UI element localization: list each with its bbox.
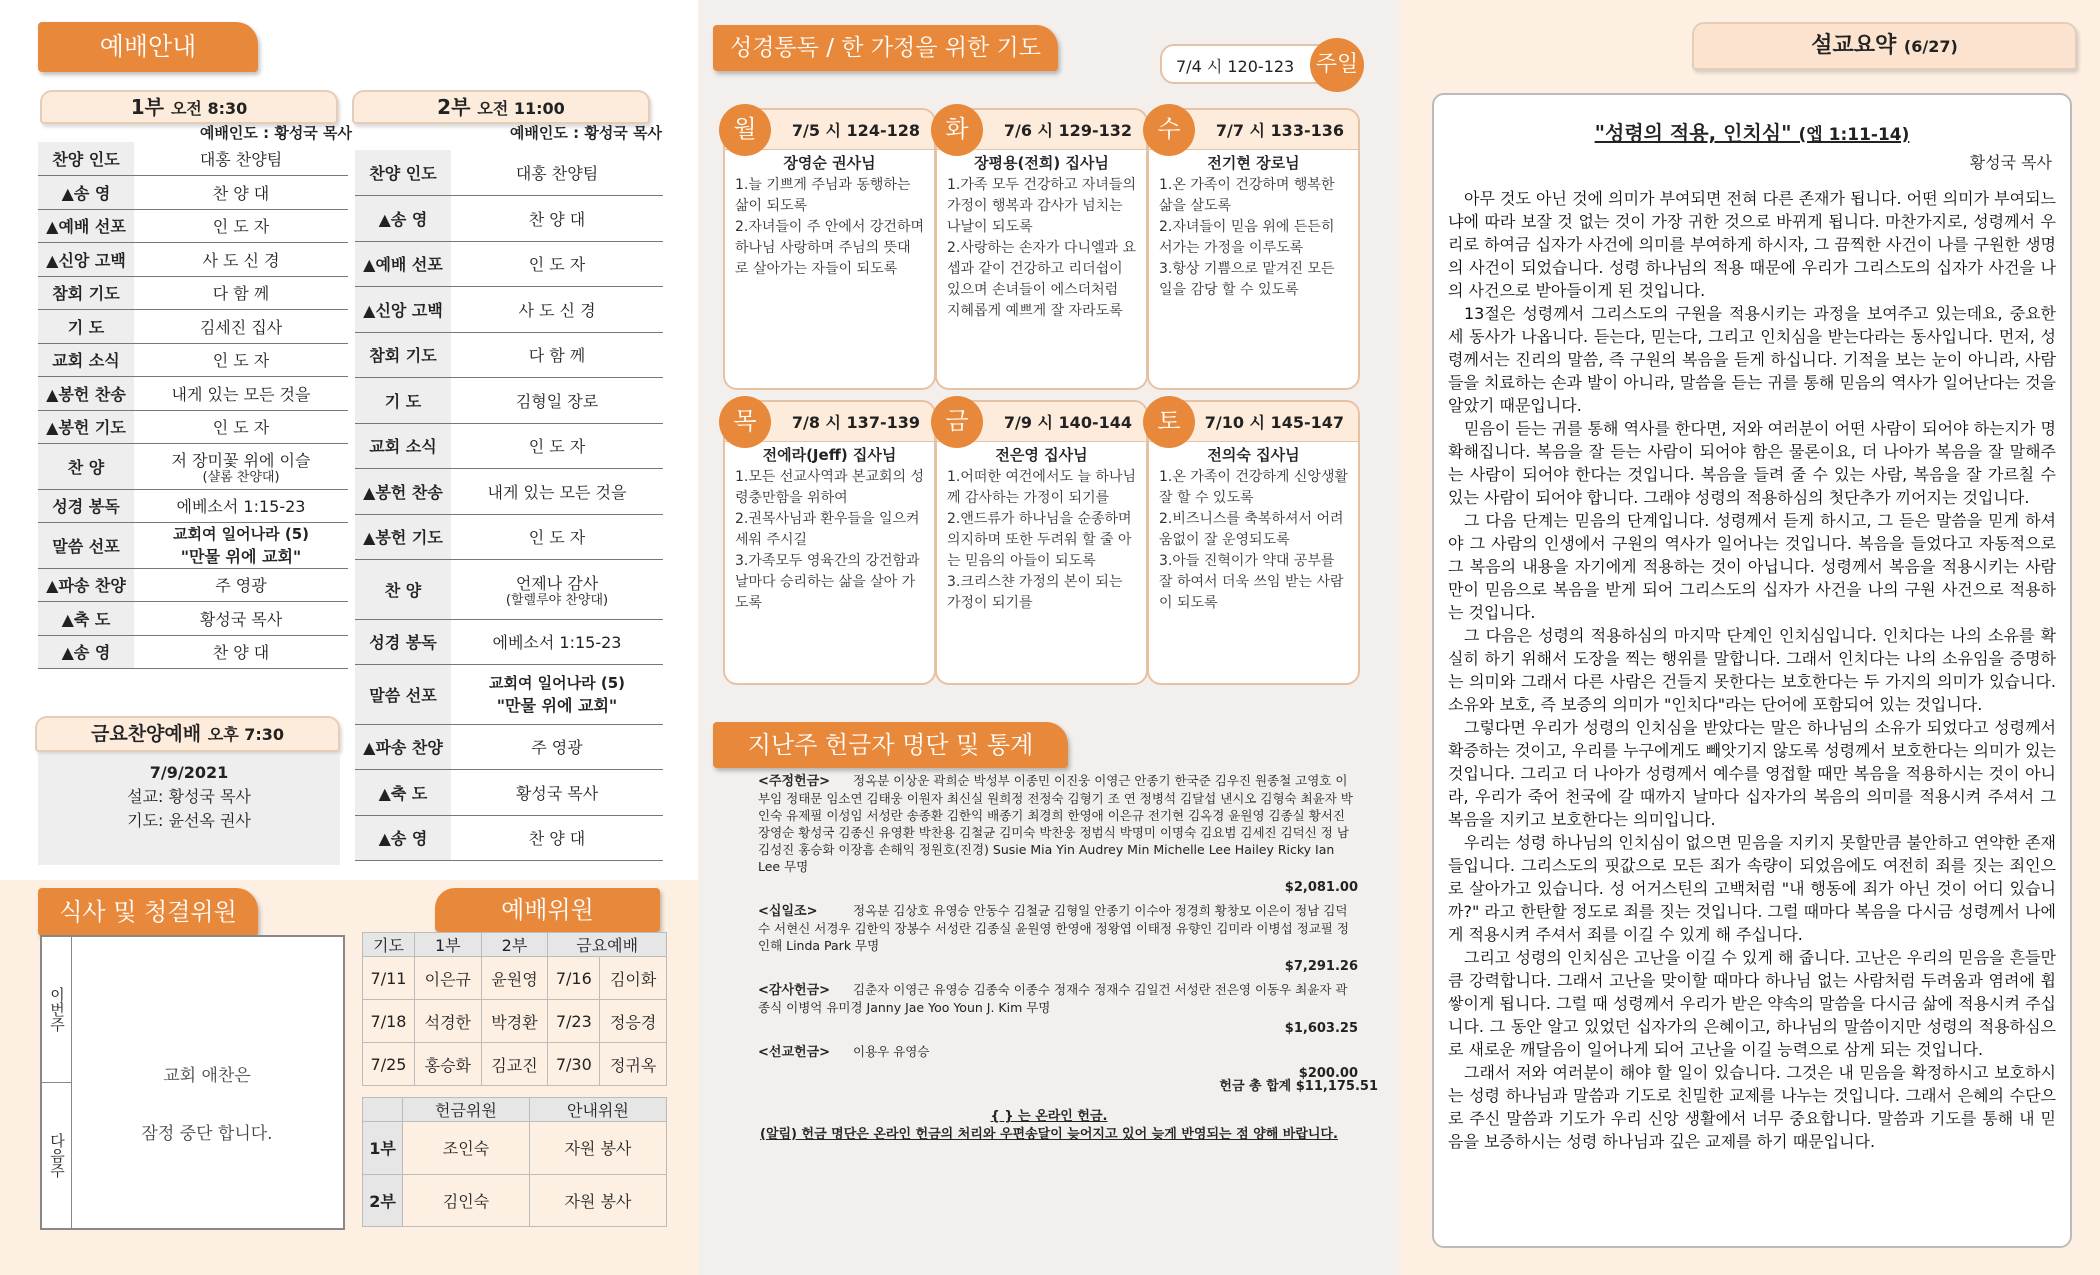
day-circle: 토: [1143, 396, 1195, 448]
sermon-summary-date: (6/27): [1903, 37, 1958, 56]
order-hymn: 저 장미꽃 위에 이슬: [171, 450, 311, 470]
prayer-text: 1.늘 기쁘게 주님과 동행하는 삶이 되도록 2.자녀들이 주 안에서 강건하며 하나님 사랑하며 주님의 뜻대로 살아가는 자들이 되도록: [735, 177, 924, 277]
day-reading: 7/7 시 133-136: [1149, 110, 1358, 150]
order-row: [355, 332, 663, 378]
order-item-label: 기 도: [355, 378, 451, 424]
order-row: [38, 489, 348, 523]
offering-notice: (알림) 헌금 명단은 온라인 헌금의 처리와 우편송달이 늦어지고 있어 늦게 반영되는 점 양해 바랍니다.: [760, 1127, 1338, 1142]
order-item-value: 찬 양 대: [451, 196, 663, 242]
worship-committee-table: [362, 932, 667, 1086]
order-item-value: [451, 560, 663, 620]
order-item-label: 교회 소식: [355, 423, 451, 469]
order-item-label: ▲축 도: [38, 602, 134, 636]
meal-title: 식사 및 청결위원: [38, 888, 258, 936]
order-row: [38, 209, 348, 243]
committee-header: 기도: [363, 933, 415, 957]
committee-cell: 석경한: [414, 1000, 481, 1043]
committee-row: [363, 1000, 667, 1043]
committee-cell: 홍승화: [414, 1043, 481, 1086]
committee-header: 1부: [414, 933, 481, 957]
sermon-paragraph: 그리고 성령의 인치심은 고난을 이길 수 있게 해 줍니다. 고난은 우리의 믿음을 흔들만큼 강력합니다. 그래서 고난을 맞이할 때마다 하나님 없는 사람처럼 두려움과 염려에 휩쌓이게 됩니다. 그럴 때 성령께서 우리가 받은 약속의 말씀을 다시금 삶에 적용시켜 주십니다. 그 동안 알고 있었던 십자가의 은혜이고, 하나님의 말씀이지만 성령의 적용하심으로 새로운 깨달음이 일어나게 되어 고난을 이길 능력으로 삼게 되는 것입니다.: [1448, 948, 2056, 1059]
order-item-label: ▲봉헌 찬송: [38, 377, 134, 411]
prayer-text: 1.온 가족이 건강하며 행복한 삶을 살도록 2.자녀들이 믿음 위에 든든히 서가는 가정을 이루도록 3.항상 기쁨으로 맡겨진 모든 일을 감당 할 수 있도록: [1159, 177, 1335, 298]
offering-group: [758, 981, 1358, 1037]
offering-committee-table: [362, 1097, 667, 1227]
order-row: [355, 150, 663, 196]
order-item-value: 에베소서 1:15-23: [451, 619, 663, 665]
order-row: [38, 523, 348, 569]
offering-committee-row: [363, 1174, 667, 1227]
sermon-title-line: [1434, 117, 2070, 146]
sermon-paragraph: 그래서 저와 여러분이 해야 할 일이 있습니다. 그것은 내 믿음을 확정하시고 보호하시는 성령 하나님과 말씀과 기도로 친밀한 교제를 나누는 것입니다. 그래서 은혜의 수단으로 주신 말씀과 기도가 우리 신앙 생활에서 너무 중요합니다. 말씀과 기도를 통해 내 믿음을 보증하시는 성령 하나님과 깊은 교제를 하기 때문입니다.: [1448, 1063, 2056, 1151]
committee-row: [363, 1043, 667, 1086]
order-item-label: 참회 기도: [38, 276, 134, 310]
committee-cell: 7/18: [363, 1000, 415, 1043]
sermon-paragraph: 13절은 성령께서 그리스도의 구원을 적용시키는 과정을 보여주고 있는데요, 중요한 세 동사가 나옵니다. 듣는다, 믿는다, 그리고 인치심을 받는다라는 동사입니다. 먼저, 성령께서는 진리의 말씀, 즉 구원의 복음을 듣게 하십니다. 기적을 보는 눈이 아니라, 사람들을 치료하는 손과 발이 아니라, 말씀을 듣는 귀를 통해 믿음의 역사가 일어난다는 것을 알았기 때문입니다.: [1448, 304, 2056, 415]
offering-committee-cell: 자원 봉사: [529, 1174, 666, 1227]
committee-cell: 김교진: [481, 1043, 548, 1086]
order-row: [355, 196, 663, 242]
sermon-title: "성령의 적용, 인치심": [1594, 121, 1792, 145]
committee-cell: 김이화: [600, 957, 667, 1000]
first-service-time: 오전 8:30: [170, 99, 248, 118]
family-name: 장영순 권사님: [783, 154, 876, 172]
offering-committee-row: [363, 1122, 667, 1175]
order-row: [38, 444, 348, 490]
offering-committee-cell: 김인숙: [403, 1174, 530, 1227]
family-name: 장평용(전희) 집사님: [974, 154, 1109, 172]
order-item-label: ▲송 영: [355, 196, 451, 242]
order-item-label: 참회 기도: [355, 332, 451, 378]
order-row: [355, 724, 663, 770]
day-reading: 7/6 시 129-132: [937, 110, 1146, 150]
order-item-label: 교회 소식: [38, 343, 134, 377]
sunday-reading: 7/4 시 120-123: [1160, 44, 1335, 84]
prayer-text: 1.온 가족이 건강하게 신앙생활 잘 할 수 있도록 2.비즈니스를 축복하셔서 어려움없이 잘 운영되도록 3.아들 진혁이가 약대 공부를 잘 하여서 더욱 쓰임 받는 사람이 되도록: [1159, 469, 1348, 611]
committee-row: [363, 957, 667, 1000]
day-reading: 7/10 시 145-147: [1149, 402, 1358, 442]
sermon-paragraph: 아무 것도 아닌 것에 의미가 부여되면 전혀 다른 존재가 됩니다. 어떤 의미가 부여되느냐에 따라 보잘 것 없는 것이 가장 귀한 것으로 바뀌게 됩니다. 마찬가지로, 성령께서 우리로 하여금 십자가 사건에 의미를 부여하게 하시자, 그 끔찍한 사건이 나를 구원한 생명의 사건이 되었습니다. 성령 하나님의 적용 때문에 우리가 그리스도의 십자가 사건을 나의 사건으로 받아들이게 된 것입니다.: [1448, 189, 2056, 300]
day-reading: 7/9 시 140-144: [937, 402, 1146, 442]
meal-box: [40, 935, 345, 1230]
order-row: [355, 241, 663, 287]
order-item-value: 인 도 자: [451, 241, 663, 287]
sermon-summary-title: 설교요약: [1811, 33, 1897, 58]
order-item-label: ▲신앙 고백: [355, 287, 451, 333]
order-item-value: 사 도 신 경: [451, 287, 663, 333]
worship-guide-title: 예배안내: [38, 22, 258, 72]
order-row: [38, 635, 348, 669]
sermon-paragraph: 우리는 성령 하나님의 인치심이 없으면 믿음을 지키지 못할만큼 불안하고 연약한 존재들입니다. 그리스도의 핏값으로 모든 죄가 속량이 되었음에도 여전히 죄를 짓는 죄인으로 살아가고 있습니다. 성 어거스틴의 고백처럼 "내 행동에 죄가 아닌 것이 어디 있습니까?" 라고 한탄할 정도로 죄를 짓는 것입니다. 그럴 때마다 복음을 다시금 성령께서 나에게 적용시켜 주셔서 죄를 이길 수 있게 해 주십니다.: [1448, 833, 2056, 944]
sermon-paragraph: 그 다음은 성령의 적용하심의 마지막 단계인 인치심입니다. 인치다는 나의 소유를 확실히 하기 위해서 도장을 찍는 행위를 말합니다. 그래서 인치다는 나의 소유임을 증명하는 의미와 그래서 다른 사람은 건들지 못한다는 보호한다는 두 가지의 의미가 있습니다. 소유와 보호, 즉 보증의 의미가 "인치다"라는 단어에 포함되어 있는 것입니다.: [1448, 626, 2056, 714]
day-circle: 금: [931, 396, 983, 448]
committee-cell: 7/30: [548, 1043, 600, 1086]
day-circle: 목: [719, 396, 771, 448]
order-row: [355, 378, 663, 424]
offering-committee-cell: 자원 봉사: [529, 1122, 666, 1175]
sermon-box: [1432, 93, 2072, 1248]
order-item-label: ▲파송 찬양: [355, 724, 451, 770]
worship-panel: [0, 0, 698, 1275]
family-name: 전기현 장로님: [1207, 154, 1300, 172]
sermon-paragraph: 그 다음 단계는 믿음의 단계입니다. 성령께서 듣게 하시고, 그 듣은 말씀을 믿게 하셔야 그 사람의 인생에서 구원의 역사가 일어나는 것입니다. 복음을 들었다고 자동적으로 그 복음의 내용을 자기에게 적용하는 것이 아닙니다. 성령께서 복음을 적용시키는 사람만이 믿음으로 복음을 받게 되어 그리스도의 십자가 사건을 나의 구원 사건으로 적용하는 것입니다.: [1448, 511, 2056, 622]
order-item-value: 찬 양 대: [134, 635, 348, 669]
online-note: { } 는 온라인 헌금.: [990, 1109, 1108, 1124]
sermon-series: 교회여 일어나라 (5): [488, 674, 626, 693]
offering-committee-cell: 2부: [363, 1174, 403, 1227]
committee-cell: 정응경: [600, 1000, 667, 1043]
second-service-label: 2부: [437, 95, 471, 119]
order-item-value: 내게 있는 모든 것을: [451, 469, 663, 515]
order-item-value: 대홍 찬양팀: [451, 150, 663, 196]
order-item-label: ▲봉헌 찬송: [355, 469, 451, 515]
order-hymn: 언제나 감사: [515, 573, 599, 593]
order-item-label: 찬 양: [355, 560, 451, 620]
committee-cell: 7/11: [363, 957, 415, 1000]
family-name: 전은영 집사님: [995, 446, 1088, 464]
order-item-value: [134, 523, 348, 569]
choir-name: (할렐루야 찬양대): [505, 592, 609, 608]
second-service-pill: [352, 90, 650, 124]
offering-names: 정옥분 김상호 유영승 안동수 김철균 김형일 안종기 이수아 정경희 황창모 이은이 정남 김덕수 서현신 서경우 김한익 장봉수 서성란 김종실 윤원영 한영애 정왕엽 이태정 유향인 김미라 이병섭 정교필 정인해 Linda Park 무명: [758, 903, 1349, 953]
order-row: [355, 287, 663, 333]
offering-group: [758, 902, 1358, 975]
offering-names: 이용우 유영승: [853, 1044, 930, 1059]
order-row: [355, 619, 663, 665]
order-item-value: [134, 444, 348, 490]
order-item-label: ▲송 영: [38, 176, 134, 210]
meal-notice-1: 교회 애찬은: [163, 1066, 251, 1086]
offering-group: [758, 772, 1358, 896]
sermon-reference: (엡 1:11-14): [1798, 125, 1910, 145]
second-leader: 예배인도 : 황성국 목사: [509, 124, 662, 142]
order-item-value: 다 함 께: [451, 332, 663, 378]
order-item-value: 인 도 자: [134, 343, 348, 377]
day-circle: 화: [931, 104, 983, 156]
offering-title: 지난주 헌금자 명단 및 통계: [713, 722, 1068, 768]
order-row: [38, 410, 348, 444]
day-reading: 7/5 시 124-128: [725, 110, 934, 150]
order-item-label: 찬양 인도: [38, 142, 134, 176]
order-row: [355, 815, 663, 861]
order-item-value: 황성국 목사: [451, 770, 663, 816]
sermon-subtitle: "만물 위에 교회": [496, 696, 618, 716]
order-item-label: ▲송 영: [355, 815, 451, 861]
day-reading: 7/8 시 137-139: [725, 402, 934, 442]
order-item-label: ▲예배 선포: [355, 241, 451, 287]
order-item-label: ▲봉헌 기도: [38, 410, 134, 444]
committee-cell: 정귀옥: [600, 1043, 667, 1086]
order-row: [355, 770, 663, 816]
choir-name: (샬롬 찬양대): [202, 469, 280, 485]
offering-amount: $2,081.00: [1284, 880, 1358, 895]
order-row: [355, 423, 663, 469]
order-item-value: 내게 있는 모든 것을: [134, 377, 348, 411]
offering-type: <십일조>: [758, 904, 818, 919]
order-item-label: ▲파송 찬양: [38, 568, 134, 602]
order-row: [38, 142, 348, 176]
committee-header: 금요예배: [548, 933, 667, 957]
order-item-value: 황성국 목사: [134, 602, 348, 636]
order-item-value: [451, 665, 663, 725]
order-row: [38, 276, 348, 310]
offering-committee-cell: 조인숙: [403, 1122, 530, 1175]
prayer-text: 1.어떠한 여건에서도 늘 하나님께 감사하는 가정이 되기를 2.앤드류가 하나님을 순종하며 의지하며 또한 두려워 할 줄 아는 믿음의 아들이 되도록 3.크리스챤 가정의 본이 되는 가정이 되기를: [947, 469, 1136, 611]
order-item-value: 에베소서 1:15-23: [134, 489, 348, 523]
offering-committee-header: 안내위원: [529, 1098, 666, 1122]
day-card: [723, 400, 936, 685]
order-row: [38, 243, 348, 277]
offering-group: [758, 1043, 1358, 1082]
order-item-value: 인 도 자: [451, 423, 663, 469]
order-row: [38, 602, 348, 636]
next-week-label: 다음주: [42, 1083, 72, 1228]
order-item-value: 인 도 자: [134, 209, 348, 243]
offering-type: <주정헌금>: [758, 774, 831, 789]
offering-names: 김춘자 이영근 유영승 김종숙 이종수 정재수 정재수 김일건 서성란 전은영 이동우 최윤자 곽종식 이병억 유미경 Janny Jae Yoo Youn J. Kim 무명: [758, 982, 1348, 1015]
offering-list: [758, 772, 1358, 1088]
committee-header: 2부: [481, 933, 548, 957]
order-item-label: ▲신앙 고백: [38, 243, 134, 277]
day-card: [1147, 400, 1360, 685]
sermon-preacher: 황성국 목사: [1969, 153, 2052, 172]
order-row: [38, 176, 348, 210]
order-item-label: 찬 양: [38, 444, 134, 490]
offering-amount: $1,603.25: [1284, 1021, 1358, 1036]
order-item-value: 다 함 께: [134, 276, 348, 310]
order-row: [38, 343, 348, 377]
order-item-label: 말씀 선포: [355, 665, 451, 725]
order-item-label: 찬양 인도: [355, 150, 451, 196]
committee-cell: 박경환: [481, 1000, 548, 1043]
order-row: [355, 514, 663, 560]
bible-reading-panel: [698, 0, 1400, 1275]
meal-notice-2: 잠정 중단 합니다.: [141, 1124, 273, 1144]
sermon-summary-pill: [1692, 22, 2077, 70]
order-row: [355, 469, 663, 515]
order-item-label: ▲축 도: [355, 770, 451, 816]
order-row: [355, 665, 663, 725]
order-item-label: ▲예배 선포: [38, 209, 134, 243]
order-item-label: 성경 봉독: [38, 489, 134, 523]
sermon-subtitle: "만물 위에 교회": [180, 547, 302, 567]
offering-committee-header: 헌금위원: [403, 1098, 530, 1122]
friday-label: 금요찬양예배: [90, 723, 202, 745]
sermon-paragraph: 믿음이 듣는 귀를 통해 역사를 한다면, 저와 여러분이 어떤 사람이 되어야 하는지가 명확해집니다. 복음을 잘 듣는 사람이 되어야 함은 물론이요, 더 나아가 복음을 잘 말해주는 사람이 되어야 한다는 것입니다. 복음을 들려 줄 수 있는 사람, 복음을 잘 가르칠 수 있는 사람이 되어야 합니다. 그래야 성령의 적용하심의 첫단추가 끼어지는 것입니다.: [1448, 419, 2056, 507]
sermon-paragraph: 그렇다면 우리가 성령의 인치심을 받았다는 말은 하나님의 소유가 되었다고 성령께서 확증하는 것이고, 우리를 누구에게도 빼앗기지 않도록 성령께서 보호한다는 의미가 있는 것입니다. 그리고 더 나아가 성령께서 예수를 영접할 때만 복음을 적용하시는 것이 아니라, 우리가 죽어 천국에 갈 때까지 날마다 십자가의 복음의 의미를 적용시켜 주셔서 그 복음을 지키고 보호한다는 의미입니다.: [1448, 718, 2056, 829]
offering-total: 헌금 총 합계 $11,175.51: [1219, 1079, 1378, 1094]
order-row: [355, 560, 663, 620]
order-item-value: 주 영광: [134, 568, 348, 602]
day-circle: 월: [719, 104, 771, 156]
friday-time: 오후 7:30: [207, 725, 285, 744]
first-order-table: [38, 142, 348, 669]
this-week-label: 이번주: [42, 937, 72, 1083]
order-item-value: 김형일 장로: [451, 378, 663, 424]
first-service-label: 1부: [130, 95, 164, 119]
order-item-value: 대홍 찬양팀: [134, 142, 348, 176]
second-order-table: [355, 150, 663, 861]
first-service-pill: [40, 90, 338, 124]
prayer-text: 1.가족 모두 건강하고 자녀들의 가정이 행복과 감사가 넘치는 나날이 되도록 2.사랑하는 손자가 다니엘과 요셉과 같이 건강하고 리더쉽이 있으며 손녀들이 에스더처럼 지혜롭게 예쁘게 잘 자라도록: [947, 177, 1136, 319]
offering-type: <선교헌금>: [758, 1045, 831, 1060]
offering-amount: $200.00: [1298, 1066, 1358, 1081]
order-item-label: 성경 봉독: [355, 619, 451, 665]
day-card: [935, 108, 1148, 390]
sermon-series: 교회여 일어나라 (5): [172, 525, 310, 544]
offering-type: <감사헌금>: [758, 983, 831, 998]
order-item-label: 기 도: [38, 310, 134, 344]
first-leader: 예배인도 : 황성국 목사: [199, 124, 352, 142]
offering-amount: $7,291.26: [1284, 959, 1358, 974]
committee-cell: 이은규: [414, 957, 481, 1000]
day-card: [935, 400, 1148, 685]
order-row: [38, 568, 348, 602]
committee-cell: 윤원영: [481, 957, 548, 1000]
order-item-value: 김세진 집사: [134, 310, 348, 344]
offering-names: 정옥분 이상운 곽희순 박성부 이종민 이진웅 이영근 안종기 한국준 김우진 원종철 고영호 이부임 정태문 임소연 김태웅 이원자 최신실 원희정 전정숙 김형기 조 연 정병석 김달섭 낸시오 김형숙 최윤자 박인숙 유제필 이성임 서성란 송종환 김한익 배종기 최경희 한영애 이은규 전기현 김옥경 윤원영 김종실 황서진 장영순 황성국 김종신 유영환 박찬용 김철균 김미숙 박찬웅 정범식 박명미 이명숙 김요범 김세진 김덕신 정 남 김성진 홍승화 이장흠 손해익 정원호(진경) Susie Mia Yin Audrey Min Michelle Lee Hailey Ricky Ian Lee 무명: [758, 773, 1353, 874]
bible-reading-title: 성경통독 / 한 가정을 위한 기도: [713, 25, 1058, 71]
family-name: 전의숙 집사님: [1207, 446, 1300, 464]
friday-date: 7/9/2021: [149, 763, 229, 782]
order-item-label: ▲송 영: [38, 635, 134, 669]
sermon-body: [1434, 187, 2070, 1153]
order-item-label: ▲봉헌 기도: [355, 514, 451, 560]
order-row: [38, 310, 348, 344]
order-item-value: 주 영광: [451, 724, 663, 770]
friday-prayer: 기도: 윤선옥 권사: [127, 811, 251, 830]
committee-cell: 7/16: [548, 957, 600, 1000]
sunday-circle: 주일: [1310, 38, 1364, 92]
offering-committee-cell: 1부: [363, 1122, 403, 1175]
friday-sermon: 설교: 황성국 목사: [127, 787, 251, 806]
order-item-value: 인 도 자: [451, 514, 663, 560]
friday-box: [38, 755, 340, 865]
prayer-text: 1.모든 선교사역과 본교회의 성령충만함을 위하여 2.권목사님과 환우들을 일으켜 세워 주시길 3.가족모두 영육간의 강건함과 날마다 승리하는 삶을 살아 가도록: [735, 469, 924, 611]
order-item-label: 말씀 선포: [38, 523, 134, 569]
day-card: [723, 108, 936, 390]
day-circle: 수: [1143, 104, 1195, 156]
order-item-value: 찬 양 대: [134, 176, 348, 210]
friday-pill: [35, 716, 340, 752]
order-item-value: 찬 양 대: [451, 815, 663, 861]
order-item-value: 사 도 신 경: [134, 243, 348, 277]
family-name: 전에라(Jeff) 집사님: [762, 446, 897, 464]
committee-cell: 7/25: [363, 1043, 415, 1086]
worship-committee-title: 예배위원: [435, 888, 660, 932]
day-card: [1147, 108, 1360, 390]
second-service-time: 오전 11:00: [477, 99, 565, 118]
order-item-value: 인 도 자: [134, 410, 348, 444]
order-row: [38, 377, 348, 411]
committee-cell: 7/23: [548, 1000, 600, 1043]
